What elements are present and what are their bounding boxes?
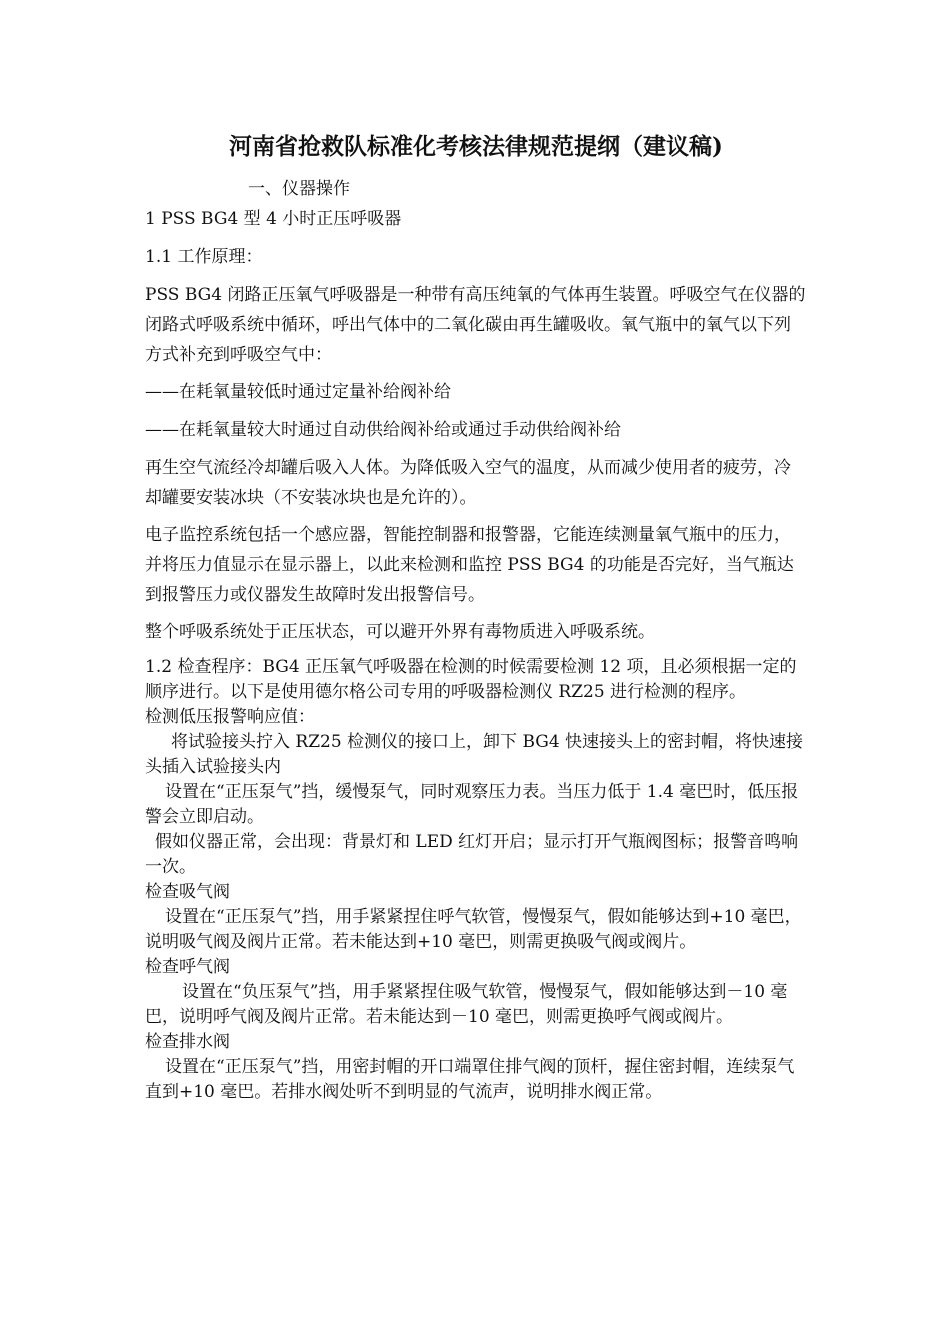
dash-item-1: ——在耗氧量较低时通过定量补给阀补给 <box>145 382 451 402</box>
document-title: 河南省抢救队标准化考核法律规范提纲（建议稿) <box>229 133 723 160</box>
principle-section <box>145 204 807 647</box>
inhale-valve-heading: 检查吸气阀 <box>145 882 230 902</box>
section-heading: 一、仪器操作 <box>248 179 350 199</box>
inhale-valve-paragraph: 设置在“正压泵气”挡，用手紧紧捏住呼气软管，慢慢泵气，假如能够达到+10 毫巴，说明吸气阀及阀片正常。若未能达到+10 毫巴，则需更换吸气阀或阀片。 <box>145 907 802 952</box>
low-pressure-paragraph-2: 设置在“正压泵气”挡，缓慢泵气，同时观察压力表。当压力低于 1.4 毫巴时，低压报警会立即启动。 <box>145 782 799 827</box>
document-body <box>145 130 807 1105</box>
check-procedure-section <box>145 655 807 1105</box>
principle-paragraph-2: 再生空气流经冷却罐后吸入人体。为降低吸入空气的温度，从而减少使用者的疲劳，冷却罐要安装冰块（不安装冰块也是允许的）。 <box>145 458 791 508</box>
item-heading: 1 PSS BG4 型 4 小时正压呼吸器 <box>145 209 402 229</box>
principle-paragraph-1: PSS BG4 闭路正压氧气呼吸器是一种带有高压纯氧的气体再生装置。呼吸空气在仪器的闭路式呼吸系统中循环，呼出气体中的二氧化碳由再生罐吸收。氧气瓶中的氧气以下列方式补充到呼吸空气中： <box>145 285 806 365</box>
low-pressure-paragraph-1: 将试验接头拧入 RZ25 检测仪的接口上，卸下 BG4 快速接头上的密封帽，将快速接头插入试验接头内 <box>145 732 804 777</box>
subsection-heading-1-1: 1.1 工作原理： <box>145 247 263 267</box>
exhale-valve-heading: 检查呼气阀 <box>145 957 230 977</box>
principle-paragraph-3: 电子监控系统包括一个感应器，智能控制器和报警器，它能连续测量氧气瓶中的压力，并将压力值显示在显示器上，以此来检测和监控 PSS BG4 的功能是否完好，当气瓶达到报警压力或仪器发生故障时发出报警信号。 <box>145 525 794 605</box>
subsection-heading-1-2: 1.2 检查程序：BG4 正压氧气呼吸器在检测的时候需要检测 12 项，且必须根据一定的顺序进行。以下是使用德尔格公司专用的呼吸器检测仪 RZ25 进行检测的程序。 <box>145 657 797 702</box>
low-pressure-heading: 检测低压报警响应值： <box>145 707 315 727</box>
exhale-valve-paragraph: 设置在“负压泵气”挡，用手紧紧捏住吸气软管，慢慢泵气，假如能够达到－10 毫巴，说明呼气阀及阀片正常。若未能达到－10 毫巴，则需更换呼气阀或阀片。 <box>145 982 788 1027</box>
low-pressure-paragraph-3: 假如仪器正常，会出现：背景灯和 LED 红灯开启；显示打开气瓶阀图标；报警音鸣响一次。 <box>145 832 799 877</box>
drain-valve-heading: 检查排水阀 <box>145 1032 230 1052</box>
principle-paragraph-4: 整个呼吸系统处于正压状态，可以避开外界有毒物质进入呼吸系统。 <box>145 622 655 642</box>
dash-item-2: ——在耗氧量较大时通过自动供给阀补给或通过手动供给阀补给 <box>145 420 621 440</box>
drain-valve-paragraph: 设置在“正压泵气”挡，用密封帽的开口端罩住排气阀的顶杆，握住密封帽，连续泵气直到+10 毫巴。若排水阀处听不到明显的气流声，说明排水阀正常。 <box>145 1057 795 1102</box>
